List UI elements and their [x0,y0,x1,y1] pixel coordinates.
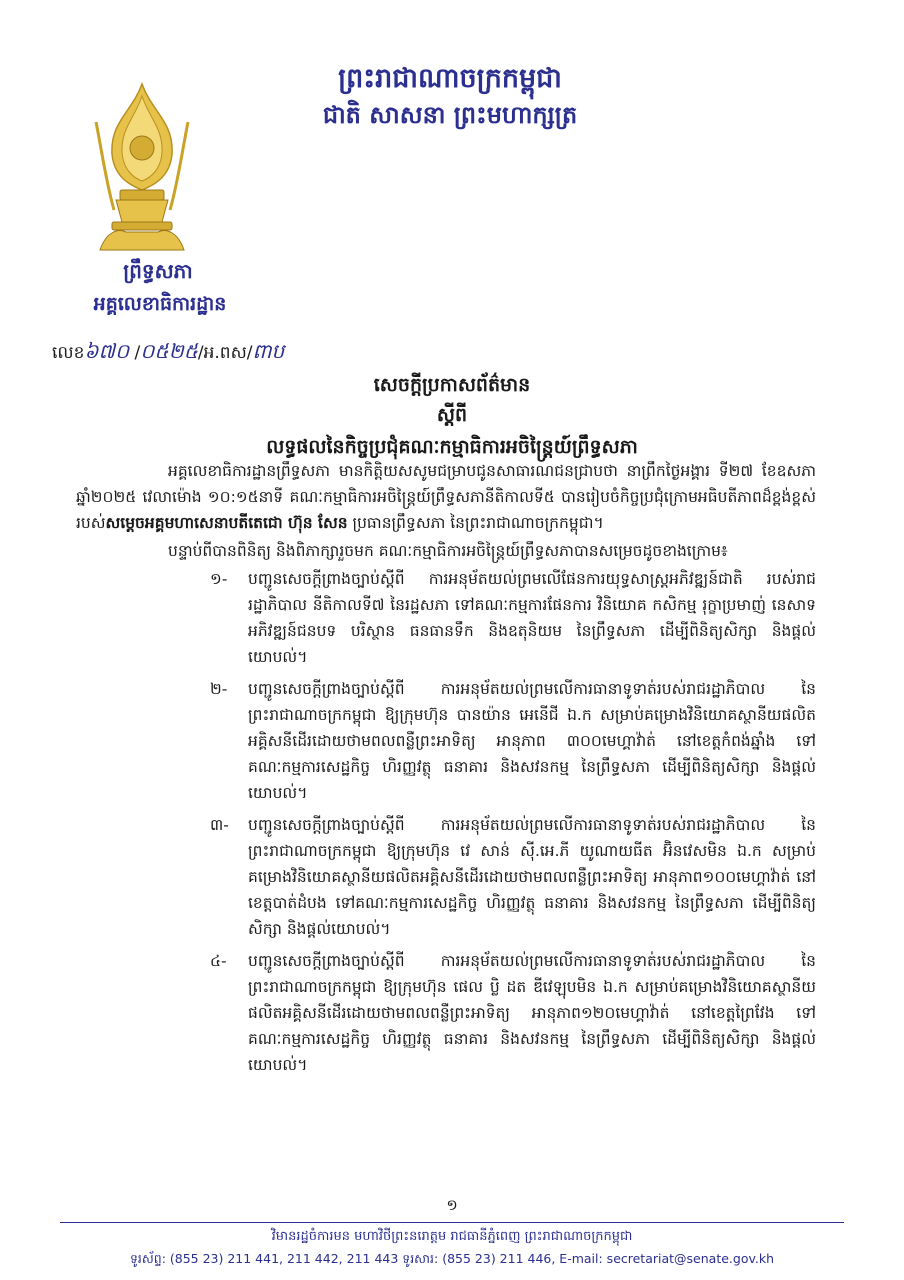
item-text: បញ្ជូនសេចក្តីព្រាងច្បាប់ស្តីពី ការអនុម័តយល់ព្រមលើការធានាទូទាត់របស់រាជរដ្ឋាភិបាល នៃព្រះរាជាណាចក្រកម្ពុជា ឱ្យក្រុមហ៊ុន បានយ៉ាន អេនើជី ឯ.ក សម្រាប់គម្រោងវិនិយោគស្ថានីយផលិតអគ្គិសនីដើរដោយថាមពលពន្លឺព្រះអាទិត្យ អានុភាព ៣០០មេហ្គាវ៉ាត់ នៅខេត្តកំពង់ឆ្នាំង ទៅគណៈកម្មការសេដ្ឋកិច្ច ហិរញ្ញវត្ថុ ធនាគារ និងសវនកម្ម នៃព្រឹទ្ធសភា ដើម្បីពិនិត្យសិក្សា និងផ្តល់យោបល់។ [248,680,816,802]
list-item [210,566,816,670]
footer-contact: ទូរស័ព្ទ: (855 23) 211 441, 211 442, 211 443 ទូរសារ: (855 23) 211 446, E-mail: secretariat@senate.gov.kh [129,1251,775,1266]
ref-prefix: លេខ [52,343,85,363]
item-number: ២- [210,680,228,698]
list-item [210,676,816,806]
national-motto: ជាតិ សាសនា ព្រះមហាក្សត្រ [322,100,578,129]
intro-bold-name: សម្តេចអគ្គមហាសេនាបតីតេជោ ហ៊ុន សែន [105,514,348,532]
item-number: ៣- [210,816,229,834]
ref-sep: / [134,343,141,363]
item-number: ១- [210,570,228,588]
ref-suffix: /អ.ពស/ [197,343,253,363]
intro-paragraph [76,458,816,536]
item-text: បញ្ជូនសេចក្តីព្រាងច្បាប់ស្តីពី ការអនុម័តយល់ព្រមលើការធានាទូទាត់របស់រាជរដ្ឋាភិបាល នៃព្រះរាជាណាចក្រកម្ពុជា ឱ្យក្រុមហ៊ុន ផេល ប្លិ ដត ឌីវេឡុបមិន ឯ.ក សម្រាប់គម្រោងវិនិយោគស្ថានីយផលិតអគ្គិសនីដើរដោយថាមពលពន្លឺព្រះអាទិត្យ អានុភាព១២០មេហ្គាវ៉ាត់ នៅខេត្តព្រៃវែង ទៅគណៈកម្មការសេដ្ឋកិច្ច ហិរញ្ញវត្ថុ ធនាគារ និងសវនកម្ម នៃព្រឹទ្ធសភា ដើម្បីពិនិត្យសិក្សា និងផ្តល់យោបល់។ [248,952,816,1074]
footer-address: វិមានរដ្ឋចំការមន មហាវិថីព្រះនរោត្តម រាជធានីភ្នំពេញ ព្រះរាជាណាចក្រកម្ពុជា [271,1229,633,1244]
kingdom-heading: ព្រះរាជាណាចក្រកម្ពុជា [338,63,562,94]
intro-text-b: ប្រធានព្រឹទ្ធសភា នៃព្រះរាជាណាចក្រកម្ពុជា។ [347,514,604,532]
ref-code: ពាប [252,339,285,363]
page-number: ១ [446,1196,458,1214]
item-number: ៤- [210,952,227,970]
institution-name: ព្រឹទ្ធសភា [123,259,193,283]
department-name: អគ្គលេខាធិការដ្ឋាន [93,293,227,315]
title-regarding: ស្តីពី [436,404,468,426]
reference-number [52,338,284,368]
list-item [210,948,816,1078]
footer-divider [60,1222,844,1223]
title-subject: លទ្ធផលនៃកិច្ចប្រជុំគណៈកម្មាធិការអចិន្ត្រៃយ៍ព្រឹទ្ធសភា [266,436,638,458]
ref-number: ៦៧០ [84,339,130,363]
intro-text-a: អគ្គលេខាធិការដ្ឋានព្រឹទ្ធសភា មានកិត្តិយសសូមជម្រាបជូនសាធារណជនជ្រាបថា នាព្រឹកថ្ងៃអង្គារ ទី២៧ ខែឧសភា ឆ្នាំ២០២៥ វេលាម៉ោង ១០:១៥នាទី គណៈកម្មាធិការអចិន្ត្រៃយ៍ព្រឹទ្ធសភានីតិកាលទី៥ បានរៀបចំកិច្ចប្រជុំក្រោមអធិបតីភាពដ៏ខ្ពង់ខ្ពស់របស់ [76,462,816,532]
document-title [0,370,904,464]
ref-year: ០៥២៥ [140,339,198,363]
item-text: បញ្ជូនសេចក្តីព្រាងច្បាប់ស្តីពី ការអនុម័តយល់ព្រមលើការធានាទូទាត់របស់រាជរដ្ឋាភិបាល នៃព្រះរាជាណាចក្រកម្ពុជា ឱ្យក្រុមហ៊ុន វេ សាន់ ស៊ី.អេ.ភី យូណាយធីត អ៊ិនវេសមិន ឯ.ក សម្រាប់គម្រោងវិនិយោគស្ថានីយផលិតអគ្គិសនីដើរដោយថាមពលពន្លឺព្រះអាទិត្យ អានុភាព១០០មេហ្គាវ៉ាត់ នៅខេត្តបាត់ដំបង ទៅគណៈកម្មការសេដ្ឋកិច្ច ហិរញ្ញវត្ថុ ធនាគារ និងសវនកម្ម នៃព្រឹទ្ធសភា ដើម្បីពិនិត្យសិក្សា និងផ្តល់យោបល់។ [248,816,816,938]
item-text: បញ្ជូនសេចក្តីព្រាងច្បាប់ស្តីពី ការអនុម័តយល់ព្រមលើផែនការយុទ្ធសាស្ត្រអភិវឌ្ឍន៍ជាតិ របស់រាជរដ្ឋាភិបាល នីតិកាលទី៧ នៃរដ្ឋសភា ទៅគណៈកម្មការផែនការ វិនិយោគ កសិកម្ម រុក្ខាប្រមាញ់ នេសាទ អភិវឌ្ឍន៍ជនបទ បរិស្ថាន ធនធានទឹក និងឧតុនិយម នៃព្រឹទ្ធសភា ដើម្បីពិនិត្យសិក្សា និងផ្តល់យោបល់។ [248,570,816,666]
list-item [210,812,816,942]
title-announcement: សេចក្តីប្រកាសព័ត៌មាន [373,374,531,396]
senate-emblem-icon [92,82,192,252]
document-body [76,458,816,1084]
letterhead [0,0,904,315]
decision-lead: បន្ទាប់ពីបានពិនិត្យ និងពិភាក្សារួចមក គណៈកម្មាធិការអចិន្ត្រៃយ៍ព្រឹទ្ធសភាបានសម្រេចដូចខាងក្រោម៖ [168,542,728,560]
